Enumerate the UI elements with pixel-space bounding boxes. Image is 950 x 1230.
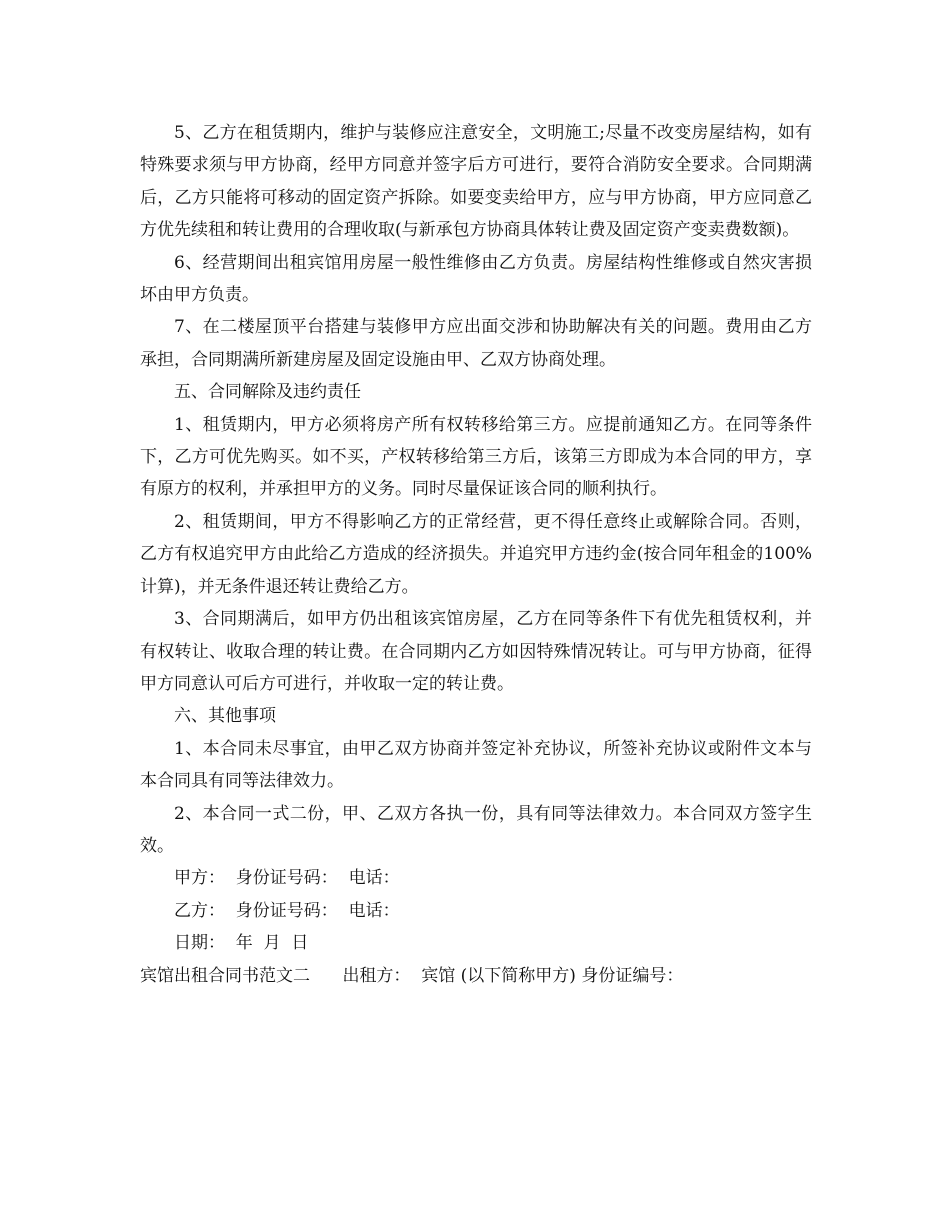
clause-7: 7、在二楼屋顶平台搭建与装修甲方应出面交涉和协助解决有关的问题。费用由乙方承担，合同期满所新建房屋及固定设施由甲、乙双方协商处理。 — [140, 317, 812, 370]
clause-6: 6、经营期间出租宾馆用房屋一般性维修由乙方负责。房屋结构性维修或自然灾害损坏由甲方负责。 — [140, 252, 812, 306]
clause-5-1: 1、租赁期内，甲方必须将房产所有权转移给第三方。应提前通知乙方。在同等条件下，乙方可优先购买。如不买，产权转移给第三方后，该第三方即成为本合同的甲方，享有原方的权利，并承担甲方的义务。同时尽量保证该合同的顺利执行。 — [140, 414, 812, 500]
clause-6-1: 1、本合同未尽事宜，由甲乙双方协商并签定补充协议，所签补充协议或附件文本与本合同具有同等法律效力。 — [140, 738, 812, 792]
section-heading-6: 六、其他事项 — [174, 706, 276, 727]
clause-6-2: 2、本合同一式二份，甲、乙双方各执一份，具有同等法律效力。本合同双方签字生效。 — [140, 803, 812, 856]
next-contract-title: 宾馆出租合同书范文二 — [140, 965, 310, 986]
lessor-line: 出租方： 宾馆 (以下简称甲方) 身份证编号： — [342, 965, 684, 986]
next-contract-line — [140, 960, 812, 992]
clause-5-2: 2、租赁期间，甲方不得影响乙方的正常经营，更不得任意终止或解除合同。否则，乙方有权追究甲方由此给乙方造成的经济损失。并追究甲方违约金(按合同年租金的100%计算)，并无条件退还转让费给乙方。 — [140, 511, 812, 597]
signature-party-a: 甲方： 身份证号码： 电话： — [174, 868, 400, 889]
signature-date: 日期： 年 月 日 — [174, 933, 309, 954]
clause-5: 5、乙方在租赁期内，维护与装修应注意安全，文明施工;尽量不改变房屋结构，如有特殊要求须与甲方协商，经甲方同意并签字后方可进行，要符合消防安全要求。合同期满后，乙方只能将可移动的固定资产拆除。如要变卖给甲方，应与甲方协商，甲方应同意乙方优先续租和转让费用的合理收取(与新承包方协商具体转让费及固定资产变卖费数额)。 — [140, 123, 812, 241]
section-heading-5: 五、合同解除及违约责任 — [174, 382, 361, 403]
clause-5-3: 3、合同期满后，如甲方仍出租该宾馆房屋，乙方在同等条件下有优先租赁权利，并有权转让、收取合理的转让费。在合同期内乙方如因特殊情况转让。可与甲方协商，征得甲方同意认可后方可进行，并收取一定的转让费。 — [140, 609, 812, 694]
document-body — [140, 117, 812, 992]
signature-party-b: 乙方： 身份证号码： 电话： — [174, 900, 400, 921]
